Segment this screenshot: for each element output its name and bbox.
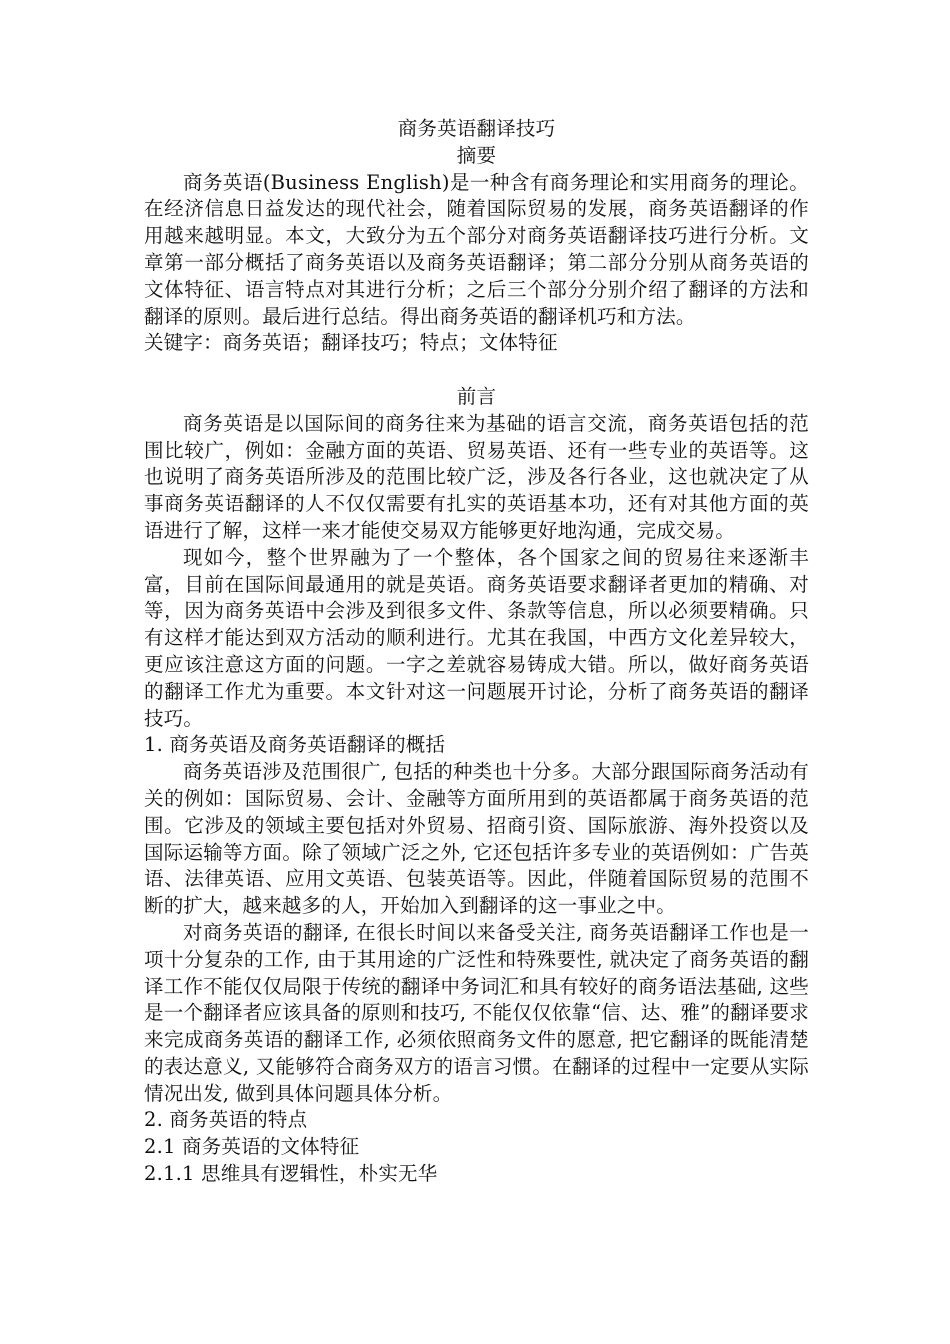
keywords-line: 关键字：商务英语；翻译技巧；特点；文体特征 bbox=[144, 331, 558, 355]
preface-heading: 前言 bbox=[456, 384, 497, 408]
section-2-1-heading: 2.1 商务英语的文体特征 bbox=[144, 1135, 360, 1159]
document-page bbox=[144, 116, 809, 1188]
section-1-paragraph-2: 对商务英语的翻译, 在很长时间以来备受关注, 商务英语翻译工作也是一项十分复杂的工作, 由于其用途的广泛性和特殊要性, 就决定了商务英语的翻译工作不能仅仅局限于传统的翻译中务词汇和具有较好的商务语法基础, 这些是一个翻译者应该具备的原则和技巧, 不能仅仅依靠“信、达、雅”的翻译要求来完成商务英语的翻译工作, 必须依照商务文件的愿意, 把它翻译的既能清楚的表达意义, 又能够符合商务双方的语言习惯。在翻译的过程中一定要从实际情况出发, 做到具体问题具体分析。 bbox=[144, 920, 809, 1105]
section-1-paragraph-1: 商务英语涉及范围很广, 包括的种类也十分多。大部分跟国际商务活动有关的例如：国际贸易、会计、金融等方面所用到的英语都属于商务英语的范围。它涉及的领域主要包括对外贸易、招商引资、国际旅游、海外投资以及国际运输等方面。除了领域广泛之外, 它还包括许多专业的英语例如：广告英语、法律英语、应用文英语、包装英语等。因此，伴随着国际贸易的范围不断的扩大，越来越多的人，开始加入到翻译的这一事业之中。 bbox=[144, 760, 809, 918]
abstract-heading: 摘要 bbox=[456, 143, 497, 167]
blank-line bbox=[144, 357, 809, 384]
preface-paragraph-2: 现如今，整个世界融为了一个整体，各个国家之间的贸易往来逐渐丰富，目前在国际间最通用的就是英语。商务英语要求翻译者更加的精确、对等，因为商务英语中会涉及到很多文件、条款等信息，所以必须要精确。只有这样才能达到双方活动的顺利进行。尤其在我国，中西方文化差异较大，更应该注意这方面的问题。一字之差就容易铸成大错。所以，做好商务英语的翻译工作尤为重要。本文针对这一问题展开讨论，分析了商务英语的翻译技巧。 bbox=[144, 545, 809, 730]
section-1-heading: 1. 商务英语及商务英语翻译的概括 bbox=[144, 733, 446, 757]
document-title: 商务英语翻译技巧 bbox=[397, 117, 556, 140]
section-2-1-1-heading: 2.1.1 思维具有逻辑性，朴实无华 bbox=[144, 1162, 438, 1186]
abstract-paragraph: 商务英语(Business English)是一种含有商务理论和实用商务的理论。在经济信息日益发达的现代社会，随着国际贸易的发展，商务英语翻译的作用越来越明显。本文，大致分为五个部分对商务英语翻译技巧进行分析。文章第一部分概括了商务英语以及商务英语翻译；第二部分分别从商务英语的文体特征、语言特点对其进行分析；之后三个部分分别介绍了翻译的方法和翻译的原则。最后进行总结。得出商务英语的翻译机巧和方法。 bbox=[144, 170, 809, 328]
preface-paragraph-1: 商务英语是以国际间的商务往来为基础的语言交流，商务英语包括的范围比较广，例如：金融方面的英语、贸易英语、还有一些专业的英语等。这也说明了商务英语所涉及的范围比较广泛，涉及各行各业，这也就决定了从事商务英语翻译的人不仅仅需要有扎实的英语基本功，还有对其他方面的英语进行了解，这样一来才能使交易双方能够更好地沟通，完成交易。 bbox=[144, 411, 809, 542]
section-2-heading: 2. 商务英语的特点 bbox=[144, 1108, 308, 1132]
